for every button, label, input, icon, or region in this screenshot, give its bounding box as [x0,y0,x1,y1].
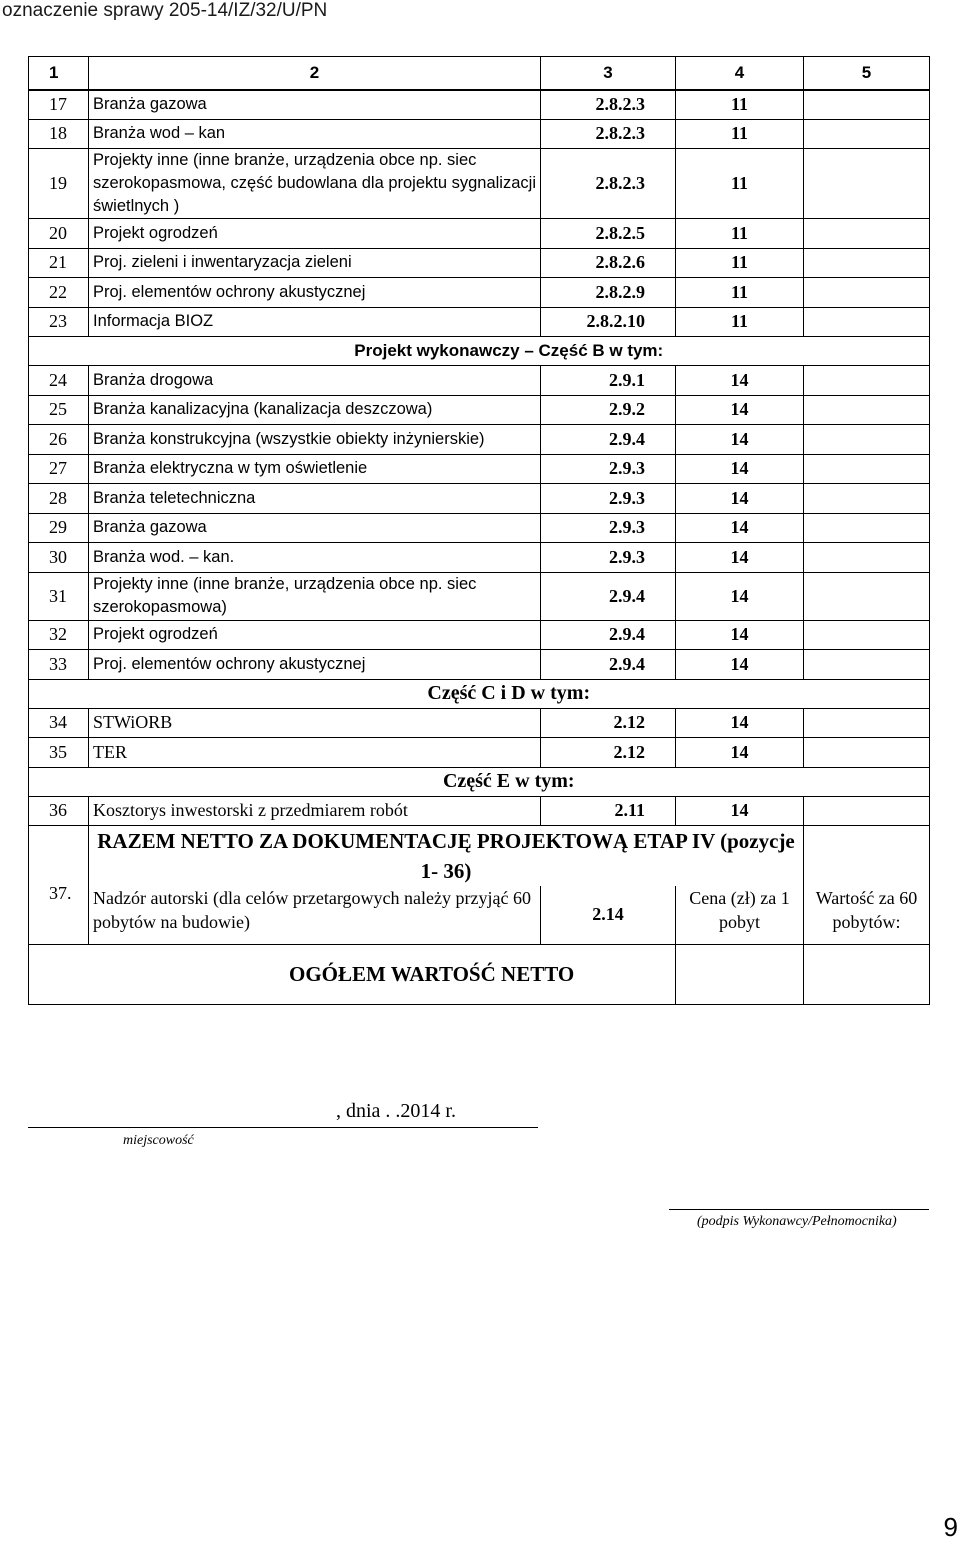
row-description: Projekt ogrodzeń [89,219,541,249]
row-number: 33 [29,650,89,680]
row-value [804,826,930,887]
row-description: STWiORB [89,708,541,738]
row-value [804,395,930,425]
row-page: 11 [676,307,804,337]
section-title: Projekt wykonawczy – Część B w tym: [89,337,930,366]
row-page: 14 [676,484,804,514]
row-description: Branża drogowa [89,366,541,396]
row-page: 11 [676,149,804,219]
section-spacer [29,679,89,708]
row-page: 14 [676,425,804,455]
row-number: 20 [29,219,89,249]
razem-row [29,826,930,887]
row-number: 25 [29,395,89,425]
row-value [804,219,930,249]
row-description [89,149,541,219]
row-value [804,119,930,149]
row-description: Branża teletechniczna [89,484,541,514]
column-header: 1 [29,57,89,90]
table-row [29,650,930,680]
column-header: 4 [676,57,804,90]
row-number: 28 [29,484,89,514]
ogolem-title: OGÓŁEM WARTOŚĆ NETTO [29,944,676,1004]
row-page: 11 [676,248,804,278]
place-label: miejscowość [123,1133,194,1148]
column-header: 2 [89,57,541,90]
table-row [29,572,930,620]
table-row [29,543,930,573]
row-value [804,425,930,455]
table-row [29,708,930,738]
row-value [804,572,930,620]
row-number: 36 [29,796,89,826]
table-row [29,248,930,278]
row-reference: 2.14 [541,886,676,944]
row-page: 14 [676,620,804,650]
cost-table [28,56,930,1005]
row-value [804,484,930,514]
row-description: Branża kanalizacyjna (kanalizacja deszczowa) [89,395,541,425]
row-page: 14 [676,650,804,680]
row-number: 21 [29,248,89,278]
row-number: 18 [29,119,89,149]
row-page: 14 [676,796,804,826]
nadzor-row [29,886,930,944]
table-row [29,738,930,768]
row-description: Proj. elementów ochrony akustycznej [89,650,541,680]
row-page: 11 [676,119,804,149]
row-reference: 2.9.3 [541,484,676,514]
row-number: 37. [29,826,89,945]
section-spacer [29,337,89,366]
row-number: 31 [29,572,89,620]
table-row [29,796,930,826]
section-row [29,337,930,366]
section-title: Część C i D w tym: [89,679,930,708]
row-number: 26 [29,425,89,455]
row-page: 11 [676,219,804,249]
table-row [29,90,930,120]
row-number: 24 [29,366,89,396]
table-row [29,513,930,543]
section-title: Część E w tym: [89,767,930,796]
row-value [804,738,930,768]
table-header-row [29,57,930,90]
row-reference: 2.9.4 [541,572,676,620]
row-reference: 2.8.2.10 [541,307,676,337]
row-value [804,90,930,120]
signature-label: (podpis Wykonawcy/Pełnomocnika) [697,1214,897,1229]
row-reference: 2.9.4 [541,620,676,650]
row-reference: 2.8.2.9 [541,278,676,308]
row-description: Proj. zieleni i inwentaryzacja zieleni [89,248,541,278]
row-description: Nadzór autorski (dla celów przetargowych należy przyjąć 60 pobytów na budowie) [89,886,541,944]
row-page: 14 [676,572,804,620]
row-number: 22 [29,278,89,308]
table-row [29,219,930,249]
row-reference: 2.8.2.6 [541,248,676,278]
row-number: 32 [29,620,89,650]
table-row [29,454,930,484]
row-number: 23 [29,307,89,337]
row-page: 14 [676,543,804,573]
table-row [29,366,930,396]
row-description [89,572,541,620]
table-row [29,149,930,219]
row-reference: 2.8.2.5 [541,219,676,249]
value-60-visits: Wartość za 60 pobytów: [804,886,930,944]
row-reference: 2.9.3 [541,543,676,573]
row-description-text: Projekty inne (inne branże, urządzenia obce np. siec szerokopasmowa) [93,575,477,616]
place-date-line [28,1127,538,1128]
row-description: TER [89,738,541,768]
row-value [804,620,930,650]
row-value [804,278,930,308]
ogolem-row [29,944,930,1004]
row-description: Branża wod. – kan. [89,543,541,573]
row-description: Branża elektryczna w tym oświetlenie [89,454,541,484]
row-page: 11 [676,278,804,308]
row-page: 14 [676,366,804,396]
table-row [29,395,930,425]
row-number: 29 [29,513,89,543]
date-field: , dnia . .2014 r. [336,1100,456,1122]
row-reference: 2.8.2.3 [541,119,676,149]
signature-line [669,1209,929,1210]
row-description: Branża gazowa [89,90,541,120]
row-description: Kosztorys inwestorski z przedmiarem robót [89,796,541,826]
table-row [29,484,930,514]
row-page: 14 [676,708,804,738]
row-reference: 2.12 [541,708,676,738]
row-number: 27 [29,454,89,484]
row-reference: 2.8.2.3 [541,90,676,120]
row-value [804,248,930,278]
row-page: 14 [676,395,804,425]
row-description: Branża konstrukcyjna (wszystkie obiekty inżynierskie) [89,425,541,455]
row-number: 35 [29,738,89,768]
ogolem-value [804,944,930,1004]
row-page: 14 [676,738,804,768]
row-description: Branża gazowa [89,513,541,543]
document-reference: oznaczenie sprawy 205-14/IZ/32/U/PN [2,0,328,21]
row-value [804,708,930,738]
row-value [804,149,930,219]
row-description: Informacja BIOZ [89,307,541,337]
row-description-text: Projekty inne (inne branże, urządzenia obce np. siec szerokopasmowa, część budowlana dla projektu sygnalizacji świetlnych ) [93,151,536,215]
page-number: 9 [943,1512,958,1542]
row-description: Branża wod – kan [89,119,541,149]
column-header: 3 [541,57,676,90]
price-per-visit: Cena (zł) za 1 pobyt [676,886,804,944]
row-description: Projekt ogrodzeń [89,620,541,650]
row-value [804,307,930,337]
table-row [29,425,930,455]
row-reference: 2.9.3 [541,513,676,543]
row-reference: 2.9.4 [541,425,676,455]
ogolem-value [676,944,804,1004]
section-row [29,767,930,796]
row-number: 34 [29,708,89,738]
row-description: Proj. elementów ochrony akustycznej [89,278,541,308]
section-spacer [29,767,89,796]
row-reference: 2.12 [541,738,676,768]
table-row [29,119,930,149]
row-reference: 2.9.1 [541,366,676,396]
row-value [804,543,930,573]
row-page: 14 [676,454,804,484]
row-number: 30 [29,543,89,573]
razem-title: RAZEM NETTO ZA DOKUMENTACJĘ PROJEKTOWĄ ETAP IV (pozycje 1- 36) [89,826,804,887]
row-value [804,513,930,543]
row-reference: 2.9.3 [541,454,676,484]
row-value [804,454,930,484]
row-value [804,366,930,396]
row-number: 19 [29,149,89,219]
row-page: 11 [676,90,804,120]
row-value [804,650,930,680]
table-row [29,620,930,650]
row-number: 17 [29,90,89,120]
row-reference: 2.9.4 [541,650,676,680]
row-reference: 2.11 [541,796,676,826]
section-row [29,679,930,708]
row-value [804,796,930,826]
column-header: 5 [804,57,930,90]
row-page: 14 [676,513,804,543]
row-reference: 2.9.2 [541,395,676,425]
table-row [29,278,930,308]
row-reference: 2.8.2.3 [541,149,676,219]
table-row [29,307,930,337]
